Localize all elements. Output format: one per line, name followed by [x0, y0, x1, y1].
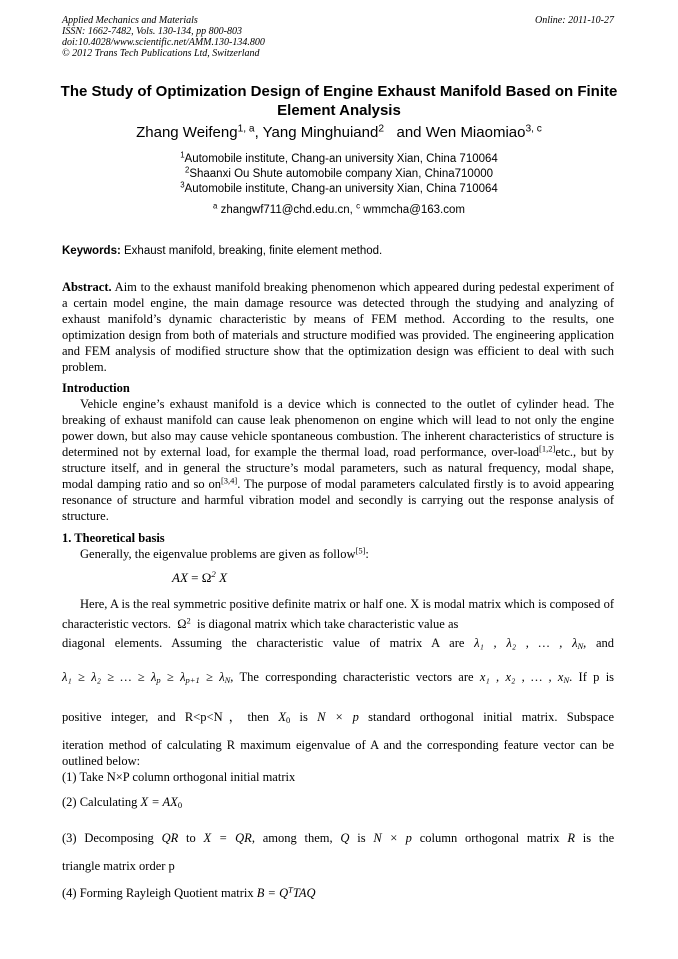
step-4: (4) Forming Rayleigh Quotient matrix $B = Q^TTAQ$ — [62, 884, 316, 900]
email-link[interactable]: wmmcha@163.com — [363, 204, 465, 216]
email-link[interactable]: zhangwf711@chd.edu.cn, — [220, 204, 353, 216]
citation: [5] — [355, 545, 366, 556]
author-name: Zhang Weifeng — [136, 124, 238, 141]
step-3: (3) Decomposing QR to X = QR, among them, Q is N × p column orthogonal matrix R is the — [62, 831, 615, 845]
affiliation: $^3$Automobile institute, Chang-an university Xian, China 710064 — [180, 180, 498, 195]
author-name: Yang Minghuiand — [262, 124, 379, 141]
keywords — [62, 245, 382, 257]
affiliations — [40, 152, 638, 197]
abstract-text: Aim to the exhaust manifold breaking phenomenon which appeared during pedestal experiment of a certain model engine, the main damage resource was detected through the studying and analyzing of exhaust manifold’s dynamic characteristic by means of FEM method. According to the results, one optimization design from both of materials and structure modified was provided. The engineering application and FEM analysis of modified structure show that the optimization design was efficient to deal with such problem. — [62, 280, 614, 374]
section-theoretical-basis — [62, 530, 614, 562]
step-2: (2) Calculating $X = AX_0$ — [62, 795, 183, 811]
section-heading: Introduction — [62, 381, 130, 395]
journal-name: Applied Mechanics and Materials — [62, 15, 198, 26]
author-mark: 3, c — [525, 123, 542, 135]
author-name: Wen Miaomiao — [425, 124, 526, 141]
keywords-text: Exhaust manifold, breaking, finite element method. — [124, 245, 383, 257]
section-heading: 1. Theoretical basis — [62, 531, 165, 545]
abstract — [62, 279, 614, 375]
introduction-section — [62, 380, 614, 524]
paper-title: The Study of Optimization Design of Engine Exhaust Manifold Based on Finite Element Analysis — [60, 83, 618, 119]
abstract-label: Abstract. — [62, 280, 112, 294]
citation: [1,2] — [539, 443, 556, 454]
author-emails: $^a$ zhangwf711@chd.edu.cn, $^c$ wmmcha@163.com — [213, 201, 465, 216]
paragraph: Here, A is the real symmetric positive definite matrix or half one. X is modal matrix which is composed of characteristic vectors. $\Omega^2$ is diagonal matrix which take characteristic value as — [62, 597, 614, 631]
author-mark: 2 — [378, 123, 384, 135]
online-date: Online: 2011-10-27 — [535, 15, 614, 26]
paragraph: Generally, the eigenvalue problems are given as follow[5]: — [80, 545, 369, 561]
text-line: positive integer, and R<p<N，then $X_0$ is N × p standard orthogonal initial matrix. Subspace — [62, 710, 615, 726]
step-3-continued: triangle matrix order p — [62, 859, 175, 873]
doi: doi:10.4028/www.scientific.net/AMM.130-134.800 — [62, 37, 265, 48]
affiliation: $^1$Automobile institute, Chang-an university Xian, China 710064 — [180, 150, 498, 165]
journal-header — [62, 15, 265, 59]
paragraph: iteration method of calculating R maximum eigenvalue of A and the corresponding feature vector can be outlined below: (1) Take N×P column orthogonal initial matrix — [62, 738, 614, 784]
equation: AX = $\Omega^2$ X — [172, 569, 228, 585]
paragraph: Vehicle engine’s exhaust manifold is a device which is connected to the outlet of cylinder head. The breaking of exhaust manifold can cause leak phenomenon on engine which will lead to not only the engine power down, but also may cause vehicle spontaneous combustion. The inherent characteristics of structure is determined not by external load, for example the thermal load, road performance, over-load[1,2]etc., but by structure itself, and in general the structure’s modal parameters, such as natural frequency, modal shape, modal damping ratio and so on[3,4]. The purpose of modal parameters calculated firstly is to avoid appearing resonance of structure and harmful vibration model and secondly is carrying out the response analysis of structure. — [62, 397, 614, 523]
step-1: (1) Take N×P column orthogonal initial matrix — [62, 770, 296, 784]
keywords-label: Keywords: — [62, 245, 121, 257]
issn: ISSN: 1662-7482, Vols. 130-134, pp 800-803 — [62, 26, 242, 37]
text-line: λ₁ ≥ λ₂ ≥ … ≥ $\lambda_p \ge \lambda_{p+1} \ge \lambda_N$, The corresponding characteristic vectors are x₁ , x₂ , … , $x_N$. If p is — [62, 670, 615, 686]
author-mark: 1, a — [237, 123, 255, 135]
text-line: diagonal elements. Assuming the characteristic value of matrix A are λ₁ , λ₂ , … , $\lambda_N$, and — [62, 636, 615, 652]
affiliation: $^2$Shaanxi Ou Shute automobile company Xian, China710000 — [184, 165, 494, 180]
author-list: Zhang Weifeng$^{1, a}$, Yang Minghuiand$^2$ and Wen Miaomiao$^{3, c}$ — [136, 123, 542, 141]
copyright: © 2012 Trans Tech Publications Ltd, Switzerland — [62, 48, 260, 59]
citation: [3,4] — [220, 475, 238, 486]
